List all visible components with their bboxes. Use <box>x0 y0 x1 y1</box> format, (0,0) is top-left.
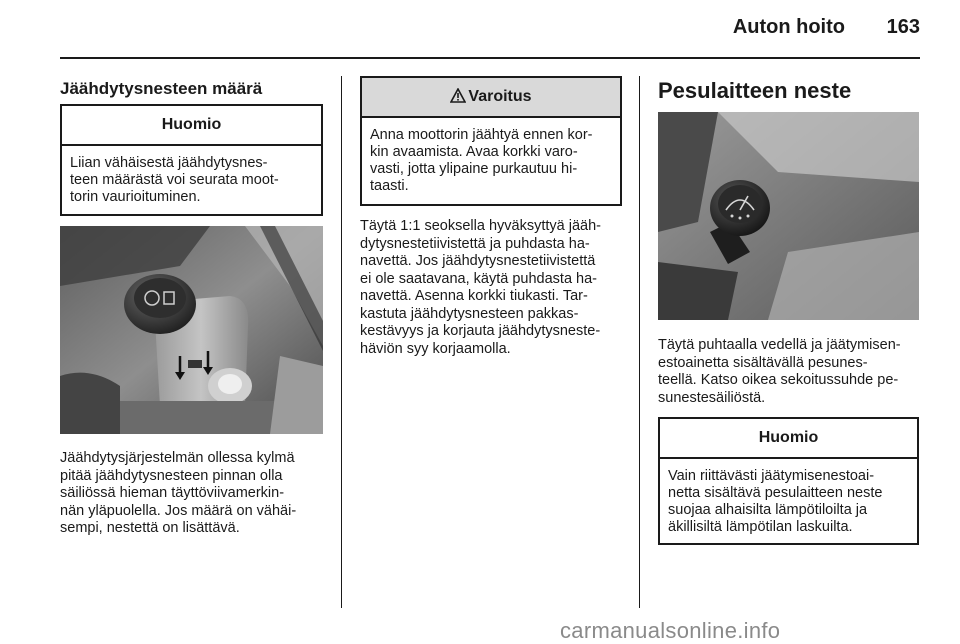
warning-line: Anna moottorin jäähtyä ennen kor- <box>370 127 593 143</box>
column-divider-right <box>639 76 640 608</box>
notice-box-washer <box>658 417 919 545</box>
washer-fluid-photo <box>658 112 919 320</box>
coolant-reservoir-photo <box>60 226 323 434</box>
notice-body <box>660 459 917 542</box>
section-title-washer-fluid: Pesulaitteen neste <box>658 78 852 103</box>
page-number: 163 <box>886 16 920 38</box>
warning-line: taasti. <box>370 178 409 194</box>
warning-heading-text: Varoitus <box>468 88 532 105</box>
washer-reservoir-illustration <box>658 112 919 320</box>
warning-triangle-icon <box>450 88 466 103</box>
paragraph-line: kastuta jäähdytysnesteen pakkas- <box>360 305 579 322</box>
warning-box <box>360 76 622 206</box>
notice-line: teen määrästä voi seurata moot- <box>70 172 279 188</box>
column-divider-left <box>341 76 342 608</box>
paragraph-line: pitää jäähdytysnesteen pinnan olla <box>60 467 283 484</box>
notice-line: äkillisiltä lämpötilan laskuilta. <box>668 519 853 535</box>
paragraph-line: sunestesäiliöstä. <box>658 389 766 406</box>
paragraph-line: Täytä 1:1 seoksella hyväksyttyä jääh- <box>360 218 601 234</box>
paragraph-line: Täytä puhtaalla vedellä ja jäätymisen- <box>658 337 901 353</box>
notice-heading: Huomio <box>660 419 917 459</box>
section-title-coolant-level: Jäähdytysnesteen määrä <box>60 79 263 98</box>
notice-line: suojaa alhaisilta lämpötiloilta ja <box>668 502 868 518</box>
paragraph-line: estoainetta sisältävällä pesunes- <box>658 354 868 371</box>
running-header-title: Auton hoito <box>732 16 845 38</box>
paragraph-line: navettä. Asenna korkki tiukasti. Tar- <box>360 288 588 304</box>
paragraph-line: säiliössä hieman täyttöviivamerkin- <box>60 485 285 501</box>
paragraph-line: ei ole saatavana, käytä puhdasta ha- <box>360 270 597 287</box>
coolant-level-paragraph <box>60 450 330 538</box>
warning-line: kin avaamista. Avaa korkki varo- <box>370 144 578 160</box>
paragraph-line: häviön syy korjaamolla. <box>360 340 511 357</box>
warning-line: vasti, jotta ylipaine purkautuu hi- <box>370 161 578 177</box>
watermark-text: carmanualsonline.info <box>560 618 781 643</box>
paragraph-line: teellä. Katso oikea sekoitussuhde pe- <box>658 372 899 388</box>
notice-line: netta sisältävä pesulaitteen neste <box>668 485 883 501</box>
notice-line: Liian vähäisestä jäähdytysnes- <box>70 155 268 171</box>
notice-box-coolant <box>60 104 323 216</box>
coolant-fill-paragraph <box>360 218 630 358</box>
washer-fluid-paragraph <box>658 337 928 407</box>
warning-body <box>362 118 620 201</box>
paragraph-line: Jäähdytysjärjestelmän ollessa kylmä <box>60 450 295 466</box>
coolant-reservoir-illustration <box>60 226 323 434</box>
notice-heading: Huomio <box>62 106 321 146</box>
paragraph-line: nän yläpuolella. Jos määrä on vähäi- <box>60 502 297 519</box>
paragraph-line: navettä. Jos jäähdytysnestetiivistettä <box>360 253 596 269</box>
paragraph-line: sempi, nestettä on lisättävä. <box>60 520 240 536</box>
notice-line: torin vaurioituminen. <box>70 189 201 205</box>
notice-line: Vain riittävästi jäätymisenestoai- <box>668 468 875 484</box>
notice-body <box>62 146 321 212</box>
paragraph-line: dytysnestetiivistettä ja puhdasta ha- <box>360 235 590 252</box>
warning-heading <box>362 78 620 118</box>
header-rule <box>60 57 920 59</box>
paragraph-line: kestävyys ja korjauta jäähdytysneste- <box>360 323 601 339</box>
